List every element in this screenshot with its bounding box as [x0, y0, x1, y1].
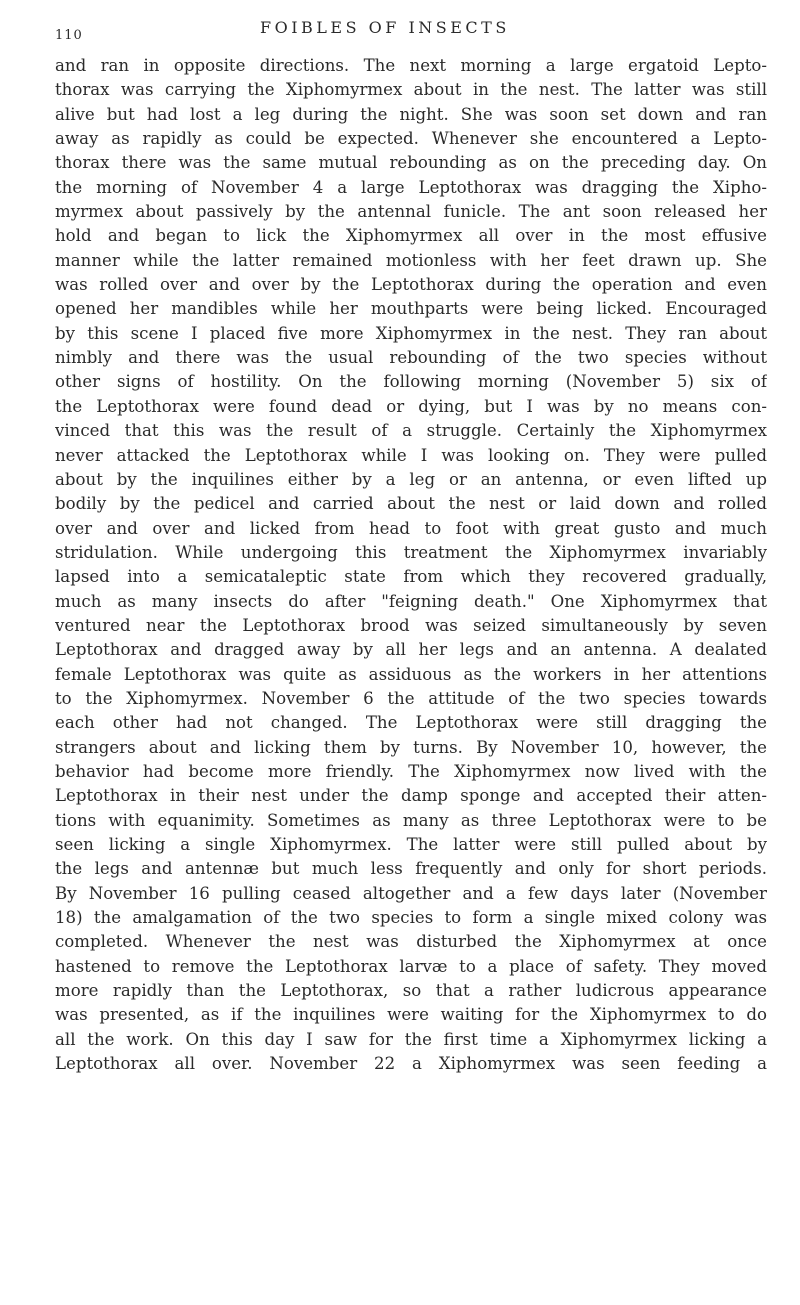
text-line: seen licking a single Xiphomyrmex. The latter were still pulled about by: [55, 835, 767, 854]
text-line: and ran in opposite directions. The next morning a large ergatoid Lepto-: [55, 56, 767, 75]
text-line: stridulation. While undergoing this treatment the Xiphomyrmex invariably: [55, 542, 767, 562]
text-line: strangers about and licking them by turns. By November 10, however, the: [55, 737, 767, 757]
text-line: hastened to remove the Leptothorax larvæ to a place of safety. They moved: [55, 956, 767, 976]
text-line: myrmex about passively by the antennal funicle. The ant soon released her: [55, 202, 767, 222]
text-line: tions with equanimity. Sometimes as many as three Leptothorax were to be: [55, 810, 767, 830]
text-line: about by the inquilines either by a leg or an antenna, or even lifted up: [55, 469, 767, 489]
text-line: Leptothorax all over. November 22 a Xiphomyrmex was seen feeding a: [55, 1054, 767, 1074]
book-page: [55, 18, 767, 1076]
text-line: nimbly and there was the usual rebounding of the two species without: [55, 348, 767, 368]
text-line: the Leptothorax were found dead or dying, but I was by no means con-: [55, 396, 767, 416]
page-header: [55, 18, 767, 48]
text-line: manner while the latter remained motionless with her feet drawn up. She: [55, 250, 767, 270]
text-line: lapsed into a semicataleptic state from which they recovered gradually,: [55, 567, 767, 587]
page-number: 110: [55, 28, 83, 43]
text-line: more rapidly than the Leptothorax, so that a rather ludicrous appearance: [55, 981, 767, 1001]
text-line: female Leptothorax was quite as assiduous as the workers in her attentions: [55, 664, 767, 684]
text-line: was rolled over and over by the Leptothorax during the operation and even: [55, 275, 767, 295]
text-line: never attacked the Leptothorax while I was looking on. They were pulled: [55, 445, 767, 465]
text-line: completed. Whenever the nest was disturbed the Xiphomyrmex at once: [55, 932, 767, 952]
text-line: each other had not changed. The Leptothorax were still dragging the: [55, 713, 767, 733]
text-line: was presented, as if the inquilines were waiting for the Xiphomyrmex to do: [55, 1005, 767, 1025]
text-line: alive but had lost a leg during the night. She was soon set down and ran: [55, 104, 767, 124]
text-line: thorax there was the same mutual rebounding as on the preceding day. On: [55, 153, 767, 173]
text-line: other signs of hostility. On the following morning (November 5) six of: [55, 372, 767, 392]
text-line: behavior had become more friendly. The Xiphomyrmex now lived with the: [55, 761, 767, 781]
text-line: much as many insects do after "feigning death." One Xiphomyrmex that: [55, 591, 767, 611]
text-line: all the work. On this day I saw for the first time a Xiphomyrmex licking a: [55, 1029, 767, 1049]
body-text: [55, 54, 767, 1076]
text-line: 18) the amalgamation of the two species to form a single mixed colony was: [55, 908, 767, 928]
text-line: to the Xiphomyrmex. November 6 the attitude of the two species towards: [55, 688, 767, 708]
text-line: the legs and antennæ but much less frequently and only for short periods.: [55, 859, 767, 879]
text-line: opened her mandibles while her mouthparts were being licked. Encouraged: [55, 299, 767, 319]
text-line: thorax was carrying the Xiphomyrmex about in the nest. The latter was still: [55, 80, 767, 100]
text-line: Leptothorax in their nest under the damp sponge and accepted their atten-: [55, 786, 767, 806]
text-line: away as rapidly as could be expected. Whenever she encountered a Lepto-: [55, 129, 767, 149]
text-line: By November 16 pulling ceased altogether and a few days later (November: [55, 883, 767, 903]
text-line: over and over and licked from head to foot with great gusto and much: [55, 518, 767, 538]
text-line: hold and began to lick the Xiphomyrmex all over in the most effusive: [55, 226, 767, 246]
text-line: the morning of November 4 a large Leptothorax was dragging the Xipho-: [55, 177, 767, 197]
text-line: Leptothorax and dragged away by all her legs and an antenna. A dealated: [55, 640, 767, 660]
text-line: by this scene I placed five more Xiphomyrmex in the nest. They ran about: [55, 323, 767, 343]
running-head: FOIBLES OF INSECTS: [260, 18, 510, 37]
text-line: ventured near the Leptothorax brood was seized simultaneously by seven: [55, 615, 767, 635]
text-line: bodily by the pedicel and carried about the nest or laid down and rolled: [55, 494, 767, 514]
text-line: vinced that this was the result of a struggle. Certainly the Xiphomyrmex: [55, 421, 767, 441]
